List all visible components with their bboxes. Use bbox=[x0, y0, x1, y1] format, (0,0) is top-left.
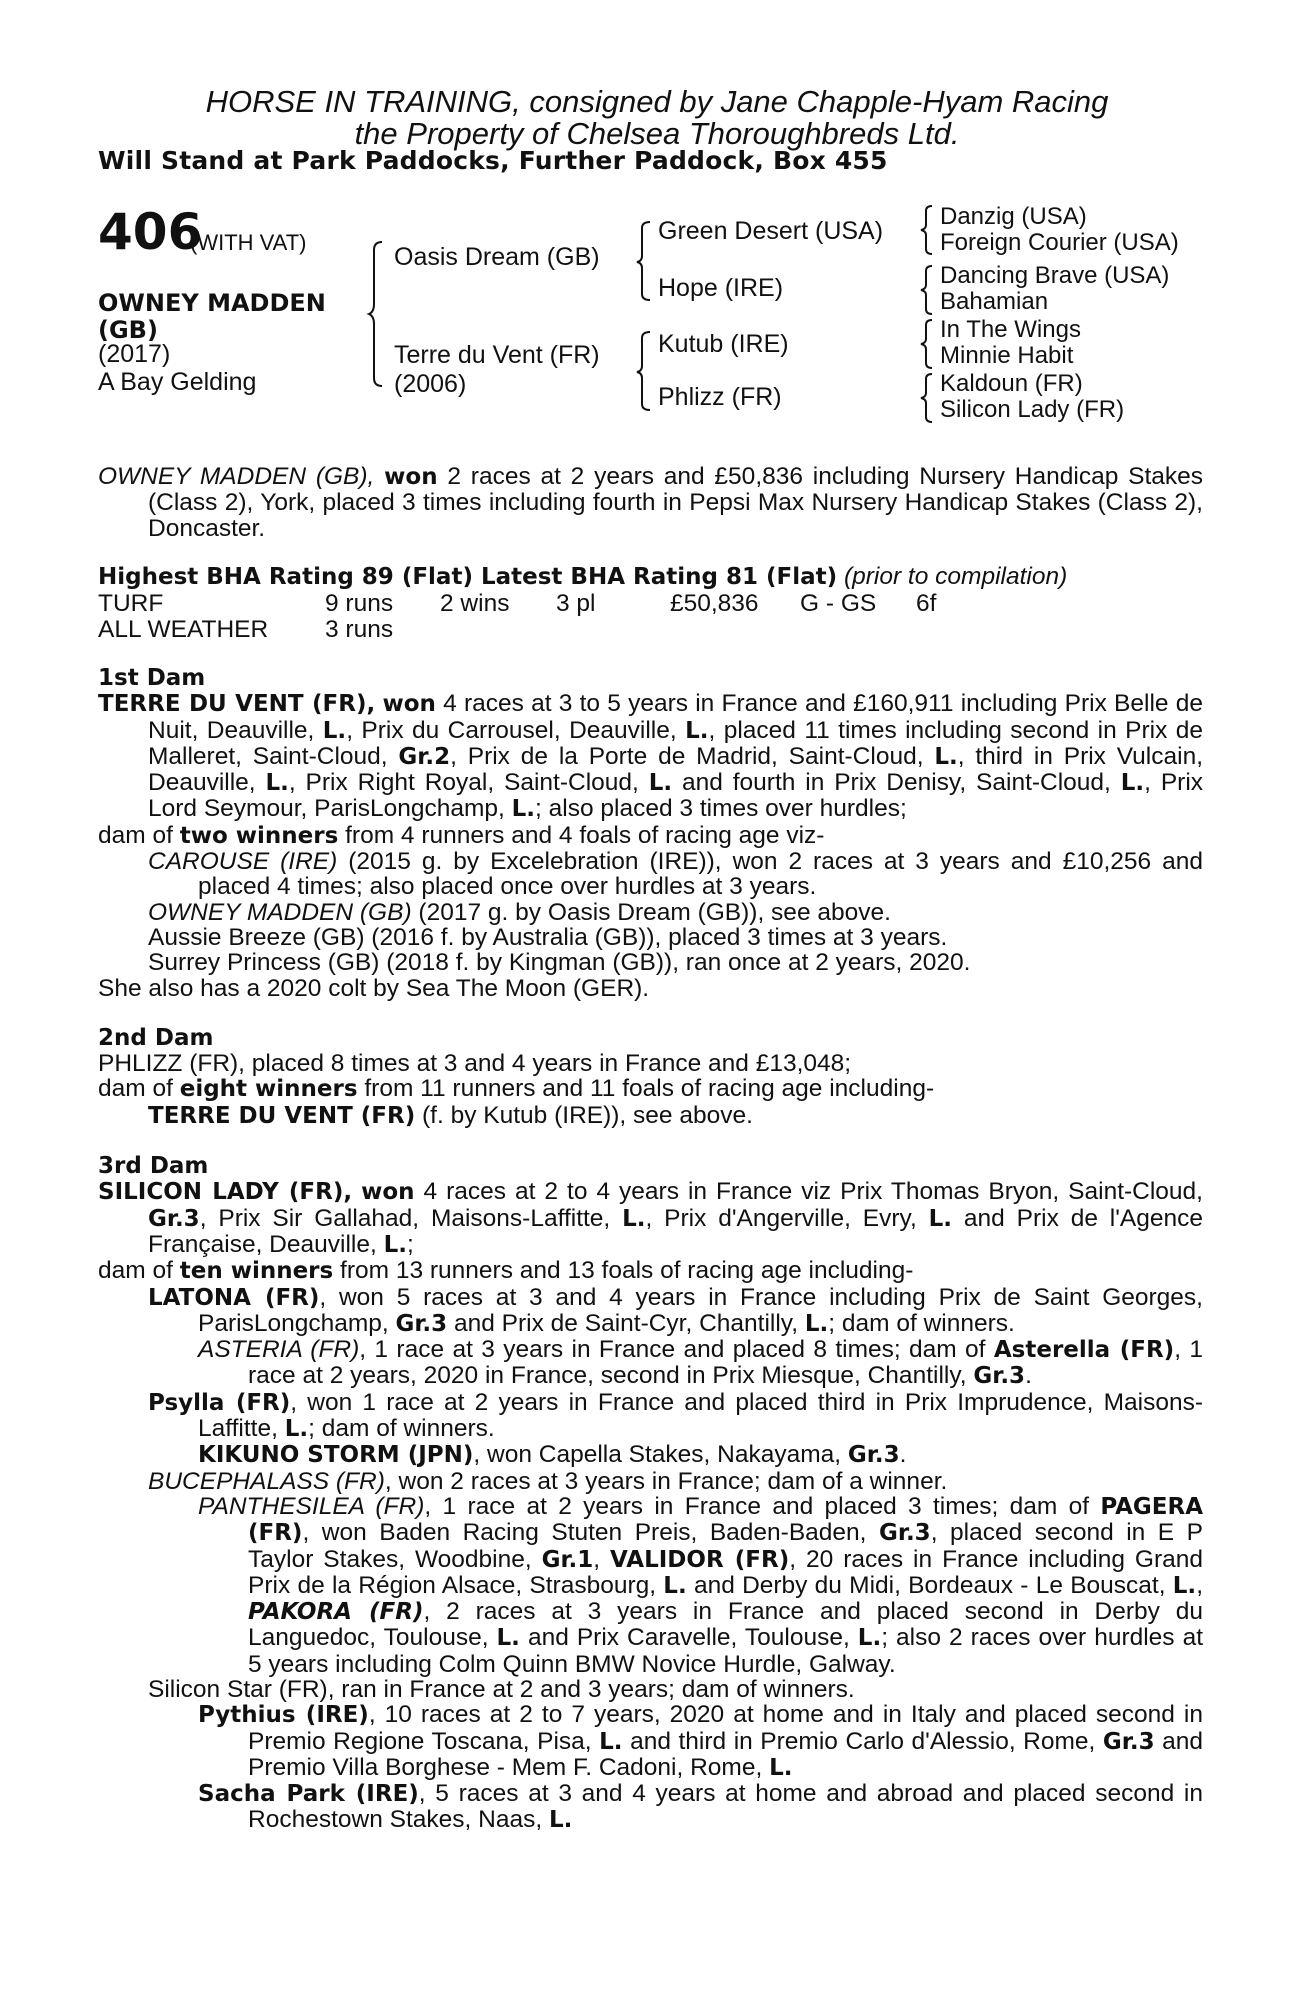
pedigree-sss: Danzig (USA) bbox=[940, 203, 1087, 230]
pedigree-bracket-dam bbox=[636, 330, 656, 414]
third-dam-heading: 3rd Dam bbox=[98, 1153, 209, 1180]
turf-placed: 3 pl bbox=[556, 590, 596, 617]
turf-going: G - GS bbox=[800, 590, 877, 617]
pedigree-bracket-ds bbox=[920, 318, 936, 370]
pedigree-dam-year: (2006) bbox=[394, 370, 467, 398]
pedigree-sdd: Bahamian bbox=[940, 288, 1049, 315]
turf-wins: 2 wins bbox=[440, 590, 510, 617]
stand-location: Will Stand at Park Paddocks, Further Paddock, Box 455 bbox=[98, 146, 888, 175]
turf-runs: 9 runs bbox=[325, 590, 394, 617]
aw-runs: 3 runs bbox=[325, 616, 394, 643]
summary-horse-name: OWNEY MADDEN (GB), bbox=[98, 463, 375, 490]
pedigree-sire-dam: Hope (IRE) bbox=[658, 274, 784, 302]
pedigree-dss: In The Wings bbox=[940, 316, 1081, 343]
pedigree-bracket-ss bbox=[920, 204, 936, 256]
horse-description: A Bay Gelding bbox=[98, 368, 257, 396]
pedigree-dam: Terre du Vent (FR) bbox=[394, 341, 600, 369]
dam-sections: 1st Dam TERRE DU VENT (FR), won 4 races at 3 to 5 years in France and £160,911 including Prix Belle de Nuit, Deauville, L., Prix du Carrousel, Deauville, L., placed 11 times including second in Prix de Malleret, Saint-Cloud, Gr.2, Prix de la Porte de Madrid, Saint-Cloud, L., third in Prix Vulcain, Deauville, L., Prix Right Royal, Saint-Cloud, L. and fourth in Prix Denisy, Saint-Cloud, L., Prix Lord Seymour, ParisLongchamp, L.; also placed 3 times over hurdles; dam of two winners from 4 runners and 4 foals of racing age viz- CAROUSE (IRE) (2015 g. by Excelebration (IRE)), won 2 races at 3 years and £10,256 and placed 4 times; also placed once over hurdles at 3 years. OWNEY MADDEN (GB) (2017 g. by Oasis Dream (GB)), see above. Aussie Breeze (GB) (2016 f. by Australia (GB)), placed 3 times at 3 years. Surrey Princess (GB) (2018 f. by Kingman (GB)), ran once at 2 years, 2020. She also has a 2020 colt by Sea The Moon (GER). 2nd Dam PHLIZZ (FR), placed 8 times at 3 and 4 years in France and £13,048; dam of eight winners from 11 runners and 11 foals of racing age including- TERRE DU VENT (FR) (f. by Kutub (IRE)), see above. 3rd Dam SILICON LADY (FR), won 4 races at 2 to 4 years in France viz Prix Thomas Bryon, Saint-Cloud, Gr.3, Prix Sir Gallahad, Maisons-Laffitte, L., Prix d'Angerville, Evry, L. and Prix de l'Agence Française, Deauville, L.; dam of ten winners from 13 runners and 13 foals of racing age including- LATONA (FR), won 5 races at 3 and 4 years in France including Prix de Saint Georges, ParisLongchamp, Gr.3 and Prix de Saint-Cyr, Chantilly, L.; dam of winners. ASTERIA (FR), 1 race at 3 years in France and placed 8 times; dam of Asterella (FR), 1 race at 2 years, 2020 in France, second in Prix Miesque, Chantilly, Gr.3. Psylla (FR), won 1 race at 2 years in France and placed third in Prix Imprudence, Maisons-Laffitte, L.; dam of winners. KIKUNO STORM (JPN), won Capella Stakes, Nakayama, Gr.3. BUCEPHALASS (FR), won 2 races at 3 years in France; dam of a winner. PANTHESILEA (FR), 1 race at 2 years in France and placed 3 times; dam of PAGERA (FR), won Baden Racing Stuten Preis, Baden-Baden, Gr.3, placed second in E P Taylor Stakes, Woodbine, Gr.1, VALIDOR (FR), 20 races in France including Grand Prix de la Région Alsace, Strasbourg, L. and Derby du Midi, Bordeaux - Le Bouscat, L., PAKORA (FR), 2 races at 3 years in France and placed second in Derby du Languedoc, Toulouse, L. and Prix Caravelle, Toulouse, L.; also 2 races over hurdles at 5 years including Colm Quinn BMW Novice Hurdle, Galway. Silicon Star (FR), ran in France at 2 and 3 years; dam of winners. Pythius (IRE), 10 races at 2 to 7 years, 2020 at home and in Italy and placed second in Premio Regione Toscana, Pisa, L. and third in Premio Carlo d'Alessio, Rome, Gr.3 and Premio Villa Borghese - Mem F. Cadoni, Rome, L. Sacha Park (IRE), 5 races at 3 and 4 years at home and abroad and placed second in Rochestown Stakes, Naas, L. bbox=[98, 665, 1204, 1834]
pedigree-bracket-dd bbox=[920, 372, 936, 424]
pedigree-sire: Oasis Dream (GB) bbox=[394, 243, 600, 271]
aw-label: ALL WEATHER bbox=[98, 616, 269, 643]
turf-label: TURF bbox=[98, 590, 164, 617]
lot-number: 406 bbox=[98, 203, 203, 261]
pedigree-dds: Kaldoun (FR) bbox=[940, 370, 1083, 397]
vat-note: (WITH VAT) bbox=[190, 230, 307, 255]
turf-distance: 6f bbox=[916, 590, 937, 617]
header-line-1: HORSE IN TRAINING, consigned by Jane Chapple-Hyam Racing bbox=[205, 84, 1109, 119]
pedigree-dsd: Minnie Habit bbox=[940, 342, 1074, 369]
pedigree-dam-dam: Phlizz (FR) bbox=[658, 383, 782, 411]
race-summary: OWNEY MADDEN (GB), won 2 races at 2 years and £50,836 including Nursery Handicap Stakes (Class 2), York, placed 3 times including fourth in Pepsi Max Nursery Handicap Stakes (Class 2), Doncaster. bbox=[98, 463, 1204, 542]
horse-year: (2017) bbox=[98, 340, 171, 368]
pedigree-sds: Dancing Brave (USA) bbox=[940, 262, 1170, 289]
header-line-2: the Property of Chelsea Thoroughbreds Ltd. bbox=[354, 116, 960, 151]
pedigree-bracket-sire bbox=[636, 220, 656, 304]
turf-prize: £50,836 bbox=[670, 590, 759, 617]
second-dam-heading: 2nd Dam bbox=[98, 1024, 214, 1051]
pedigree-bracket-main bbox=[368, 240, 388, 390]
horse-name: OWNEY MADDEN (GB) bbox=[98, 289, 326, 344]
pedigree-bracket-sd bbox=[920, 264, 936, 316]
pedigree-ssd: Foreign Courier (USA) bbox=[940, 229, 1179, 256]
first-dam-heading: 1st Dam bbox=[98, 665, 206, 691]
pedigree-ddd: Silicon Lady (FR) bbox=[940, 396, 1125, 423]
pedigree-dam-sire: Kutub (IRE) bbox=[658, 330, 789, 358]
pedigree-sire-sire: Green Desert (USA) bbox=[658, 217, 884, 245]
ratings-heading: Highest BHA Rating 89 (Flat) Latest BHA Rating 81 (Flat) (prior to compilation) bbox=[98, 563, 1068, 590]
